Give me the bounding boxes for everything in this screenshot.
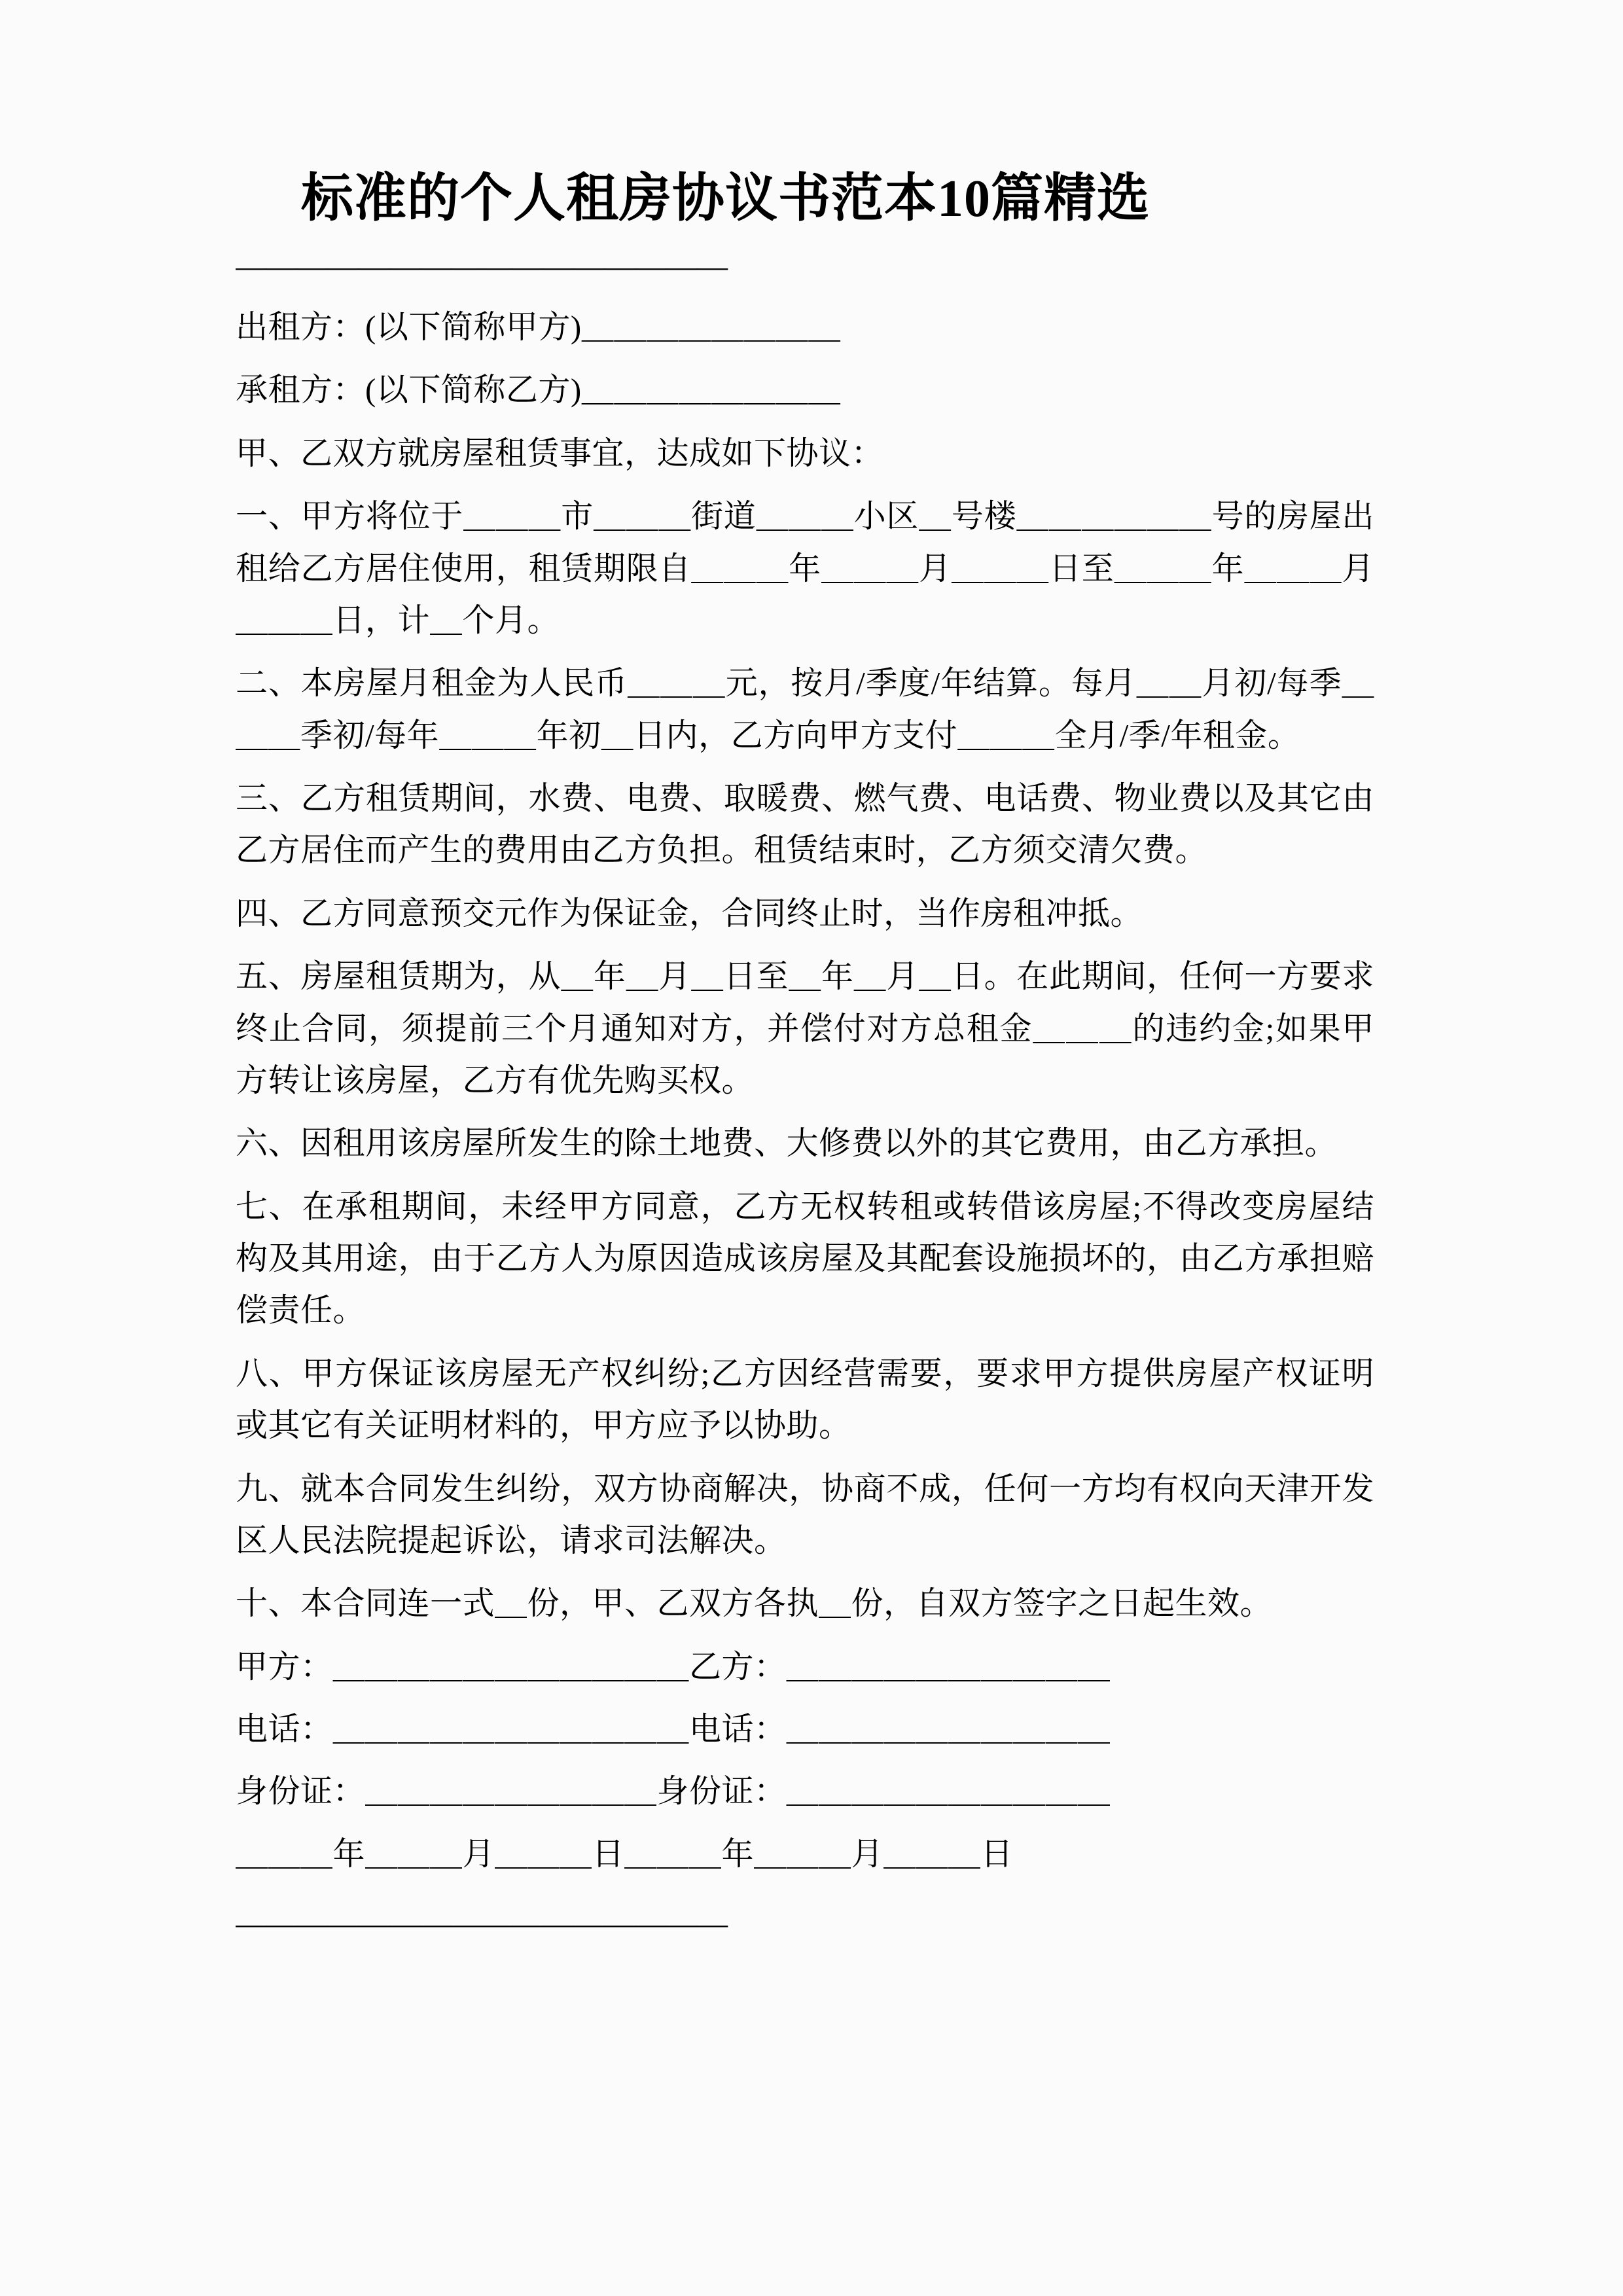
clause-10: 十、本合同连一式＿份，甲、乙双方各执＿份，自双方签字之日起生效。 xyxy=(236,1585,1273,1622)
clause-7: 七、在承租期间，未经甲方同意，乙方无权转租或转借该房屋;不得改变房屋结构及其用途，由于乙方人为原因造成该房屋及其配套设施损坏的，由乙方承担赔偿责任。 xyxy=(236,1188,1374,1329)
lessor-line: 出租方：(以下简称甲方)＿＿＿＿＿＿＿＿ xyxy=(236,309,841,346)
clause-9: 九、就本合同发生纠纷，双方协商解决，协商不成，任何一方均有权向天津开发区人民法院提起诉讼，请求司法解决。 xyxy=(236,1470,1374,1558)
separator-bottom: ———————————————— xyxy=(236,1907,728,1941)
separator-top: ———————————————— xyxy=(236,249,728,283)
clause-5: 五、房屋租赁期为，从＿年＿月＿日至＿年＿月＿日。在此期间，任何一方要求终止合同，须提前三个月通知对方，并偿付对方总租金＿＿＿的违约金;如果甲方转让该房屋，乙方有优先购买权。 xyxy=(236,958,1374,1098)
clause-8: 八、甲方保证该房屋无产权纠纷;乙方因经营需要，要求甲方提供房屋产权证明或其它有关证明材料的，甲方应予以协助。 xyxy=(236,1355,1374,1444)
signature-id-line: 身份证：＿＿＿＿＿＿＿＿＿身份证：＿＿＿＿＿＿＿＿＿＿ xyxy=(236,1773,1111,1810)
signature-date-line: ＿＿＿年＿＿＿月＿＿＿日＿＿＿年＿＿＿月＿＿＿日 xyxy=(236,1835,1014,1872)
lessee-line: 承租方：(以下简称乙方)＿＿＿＿＿＿＿＿ xyxy=(236,372,841,408)
clause-3: 三、乙方租赁期间，水费、电费、取暖费、燃气费、电话费、物业费以及其它由乙方居住而产生的费用由乙方负担。租赁结束时，乙方须交清欠费。 xyxy=(236,780,1374,869)
clause-2: 二、本房屋月租金为人民币＿＿＿元，按月/季度/年结算。每月＿＿月初/每季＿＿＿季初/每年＿＿＿年初＿日内，乙方向甲方支付＿＿＿全月/季/年租金。 xyxy=(236,665,1374,753)
clause-4: 四、乙方同意预交元作为保证金，合同终止时，当作房租冲抵。 xyxy=(236,895,1143,931)
page-title: 标准的个人租房协议书范本10篇精选 xyxy=(301,170,1150,228)
clause-1: 一、甲方将位于＿＿＿市＿＿＿街道＿＿＿小区＿号楼＿＿＿＿＿＿号的房屋出租给乙方居住使用，租赁期限自＿＿＿年＿＿＿月＿＿＿日至＿＿＿年＿＿＿月＿＿＿日，计＿个月。 xyxy=(236,498,1374,638)
signature-party-line: 甲方：＿＿＿＿＿＿＿＿＿＿＿乙方：＿＿＿＿＿＿＿＿＿＿ xyxy=(236,1648,1111,1685)
clause-6: 六、因租用该房屋所发生的除土地费、大修费以外的其它费用，由乙方承担。 xyxy=(236,1125,1338,1162)
preamble-line: 甲、乙双方就房屋租赁事宜，达成如下协议： xyxy=(236,435,884,471)
signature-phone-line: 电话：＿＿＿＿＿＿＿＿＿＿＿电话：＿＿＿＿＿＿＿＿＿＿ xyxy=(236,1711,1111,1748)
